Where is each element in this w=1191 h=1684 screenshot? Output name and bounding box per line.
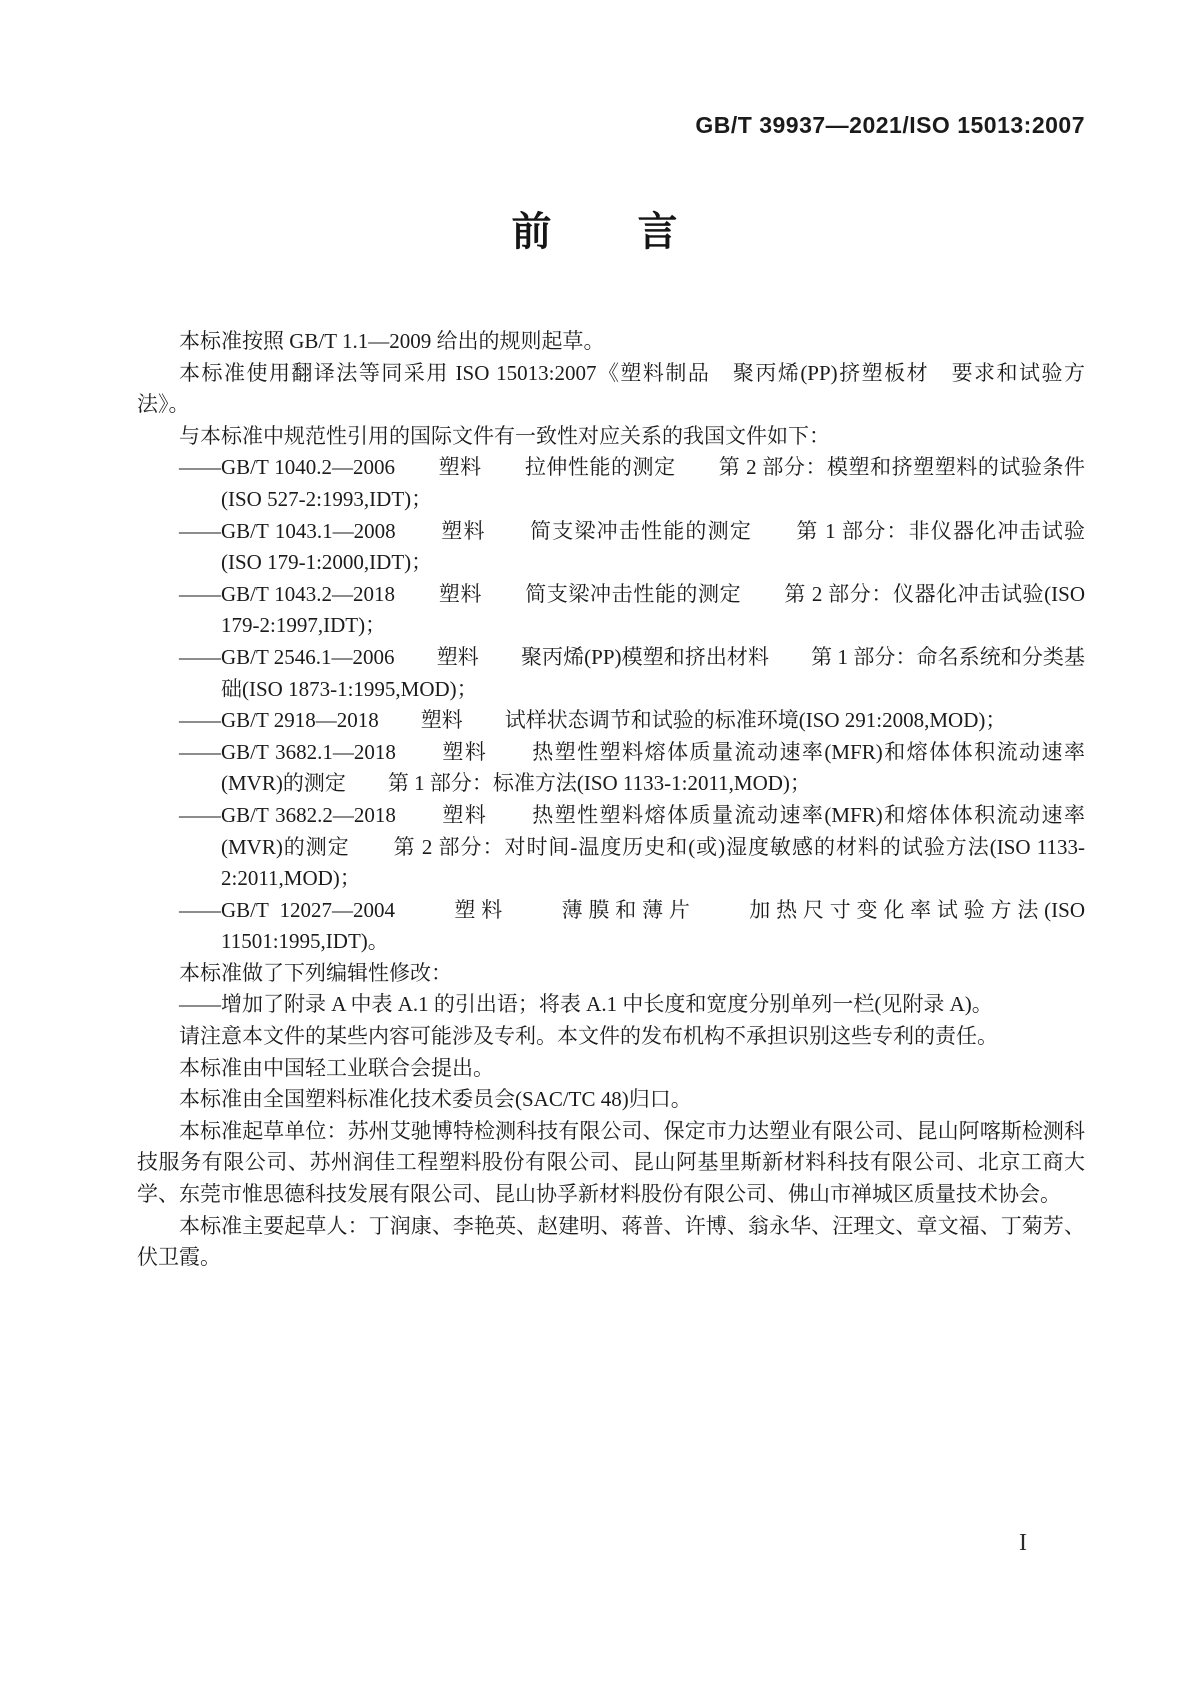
standard-number: GB/T 39937—2021/ISO 15013:2007: [695, 112, 1085, 138]
list-item: ——GB/T 1043.1—2008 塑料 简支梁冲击性能的测定 第 1 部分：非仪器化冲击试验(ISO 179-1:2000,IDT)；: [179, 518, 1085, 575]
list-item: ——GB/T 2918—2018 塑料 试样状态调节和试验的标准环境(ISO 291:2008,MOD)；: [179, 708, 1007, 733]
paragraph: 本标准由中国轻工业联合会提出。: [179, 1055, 494, 1080]
list-item: ——GB/T 1043.2—2018 塑料 简支梁冲击性能的测定 第 2 部分：仪器化冲击试验(ISO 179-2:1997,IDT)；: [179, 581, 1085, 638]
paragraph: 本标准做了下列编辑性修改：: [179, 960, 452, 985]
page-title: 前 言: [511, 210, 680, 254]
list-item: ——增加了附录 A 中表 A.1 的引出语；将表 A.1 中长度和宽度分别单列一栏(见附录 A)。: [179, 992, 993, 1017]
paragraph: 本标准起草单位：苏州艾驰博特检测科技有限公司、保定市力达塑业有限公司、昆山阿喀斯检测科技服务有限公司、苏州润佳工程塑料股份有限公司、昆山阿基里斯新材料科技有限公司、北京工商大学、东莞市惟思德科技发展有限公司、昆山协孚新材料股份有限公司、佛山市禅城区质量技术协会。: [137, 1118, 1085, 1207]
paragraph: 本标准按照 GB/T 1.1—2009 给出的规则起草。: [179, 329, 605, 353]
page-number: I: [1019, 1530, 1027, 1556]
paragraph: 与本标准中规范性引用的国际文件有一致性对应关系的我国文件如下：: [179, 423, 830, 448]
list-item: ——GB/T 12027—2004 塑料 薄膜和薄片 加热尺寸变化率试验方法(ISO 11501:1995,IDT)。: [179, 897, 1085, 954]
paragraph: 本标准使用翻译法等同采用 ISO 15013:2007《塑料制品 聚丙烯(PP)挤塑板材 要求和试验方法》。: [137, 360, 1085, 417]
paragraph: 本标准由全国塑料标准化技术委员会(SAC/TC 48)归口。: [179, 1087, 692, 1112]
paragraph: 请注意本文件的某些内容可能涉及专利。本文件的发布机构不承担识别这些专利的责任。: [179, 1024, 998, 1049]
list-item: ——GB/T 2546.1—2006 塑料 聚丙烯(PP)模塑和挤出材料 第 1 部分：命名系统和分类基础(ISO 1873-1:1995,MOD)；: [179, 644, 1085, 701]
list-item: ——GB/T 3682.1—2018 塑料 热塑性塑料熔体质量流动速率(MFR)和熔体体积流动速率(MVR)的测定 第 1 部分：标准方法(ISO 1133-1:2011,MOD)；: [179, 739, 1085, 796]
list-item: ——GB/T 1040.2—2006 塑料 拉伸性能的测定 第 2 部分：模塑和挤塑塑料的试验条件(ISO 527-2:1993,IDT)；: [179, 455, 1085, 511]
paragraph: 本标准主要起草人：丁润康、李艳英、赵建明、蒋普、许博、翁永华、汪理文、章文福、丁菊芳、伏卫霞。: [137, 1213, 1085, 1270]
list-item: ——GB/T 3682.2—2018 塑料 热塑性塑料熔体质量流动速率(MFR)和熔体体积流动速率(MVR)的测定 第 2 部分：对时间-温度历史和(或)湿度敏感的材料的试验方法(ISO 1133-2:2011,MOD)；: [179, 802, 1085, 891]
foreword-body: [137, 326, 1085, 1274]
